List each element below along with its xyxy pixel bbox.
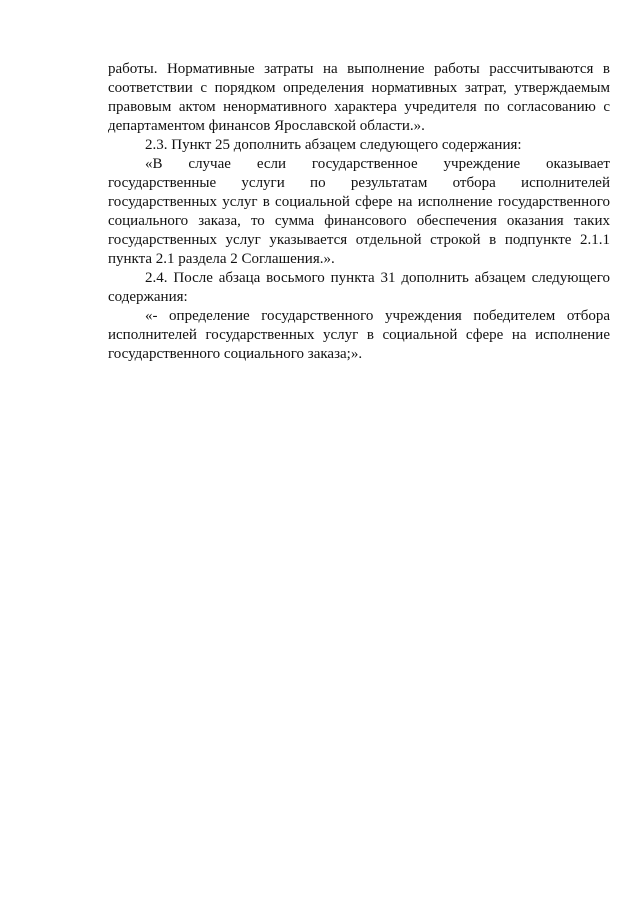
document-body bbox=[108, 60, 610, 364]
paragraph-2-3-heading: 2.3. Пункт 25 дополнить абзацем следующего содержания: bbox=[145, 137, 522, 153]
paragraph-continuation: работы. Нормативные затраты на выполнение работы рассчитываются в соответствии с порядком определения нормативных затрат, утверждаемым правовым актом ненормативного характера учредителя по согласованию с департаментом финансов Ярославской области.». bbox=[108, 61, 610, 134]
paragraph-2-4-quote: «- определение государственного учреждения победителем отбора исполнителей государственных услуг в социальной сфере на исполнение государственного социального заказа;». bbox=[108, 308, 610, 362]
paragraph-2-3-quote: «В случае если государственное учреждение оказывает государственные услуги по результатам отбора исполнителей государственных услуг в социальной сфере на исполнение государственного социального заказа, то сумма финансового обеспечения оказания таких государственных услуг указывается отдельной строкой в подпункте 2.1.1 пункта 2.1 раздела 2 Соглашения.». bbox=[108, 156, 610, 267]
paragraph-2-4-heading: 2.4. После абзаца восьмого пункта 31 дополнить абзацем следующего содержания: bbox=[108, 270, 610, 305]
